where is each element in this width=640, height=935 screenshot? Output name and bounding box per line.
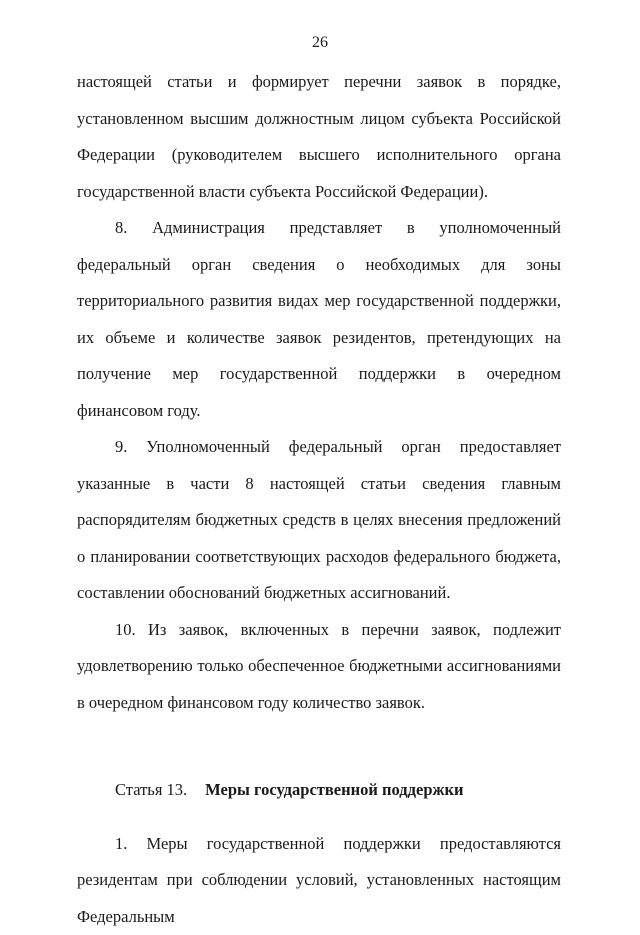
paragraph-10: 10. Из заявок, включенных в перечни заявок, подлежит удовлетворению только обеспеченное бюджетными ассигнованиями в очередном финансовом году количество заявок. (77, 612, 561, 722)
paragraph-continuation: настоящей статьи и формирует перечни заявок в порядке, установленном высшим должностным лицом субъекта Российской Федерации (руководителем высшего исполнительного органа государственной власти субъекта Российской Федерации). (77, 64, 561, 210)
article-number: Статья 13. (115, 780, 187, 799)
article-heading (77, 772, 561, 809)
article-title: Меры государственной поддержки (205, 780, 463, 799)
page-number: 26 (0, 34, 640, 52)
paragraph-8: 8. Администрация представляет в уполномоченный федеральный орган сведения о необходимых для зоны территориального развития видах мер государственной поддержки, их объеме и количестве заявок резидентов, претендующих на получение мер государственной поддержки в очередном финансовом году. (77, 210, 561, 429)
paragraph-9: 9. Уполномоченный федеральный орган предоставляет указанные в части 8 настоящей статьи сведения главным распорядителям бюджетных средств в целях внесения предложений о планировании соответствующих расходов федерального бюджета, составлении обоснований бюджетных ассигнований. (77, 429, 561, 612)
article-paragraph-1: 1. Меры государственной поддержки предоставляются резидентам при соблюдении условий, установленных настоящим Федеральным (77, 826, 561, 935)
document-body (77, 64, 561, 935)
